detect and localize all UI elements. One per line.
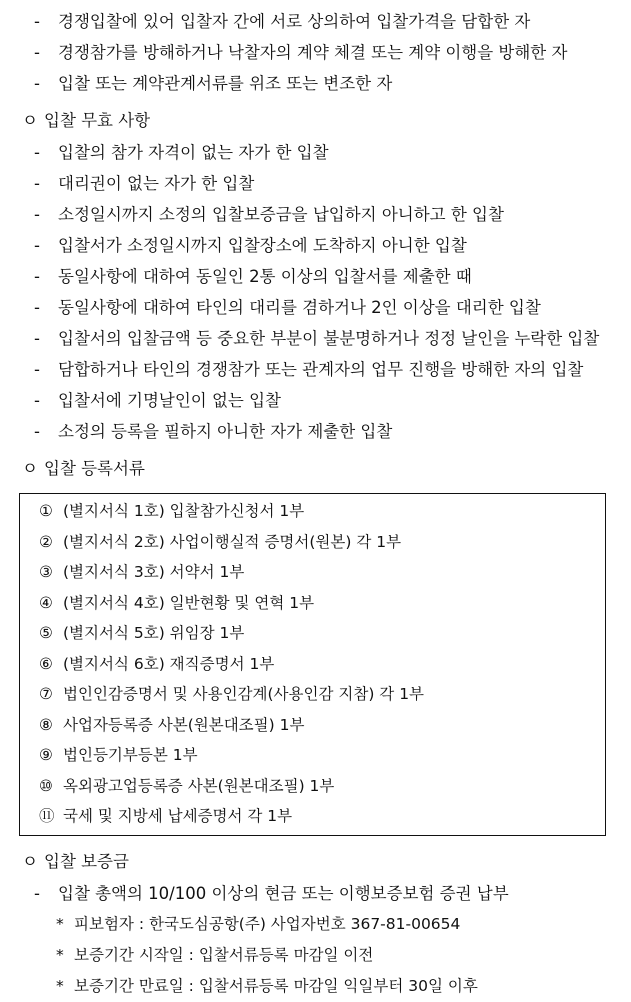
dash-bullet: - bbox=[34, 12, 40, 31]
item-number: ② bbox=[39, 532, 53, 551]
item-number: ⑦ bbox=[39, 685, 53, 703]
dash-bullet: - bbox=[34, 329, 40, 348]
asterisk-bullet: * bbox=[56, 945, 64, 964]
list-item bbox=[0, 878, 631, 909]
list-item-text: 담합하거나 타인의 경쟁참가 또는 관계자의 업무 진행을 방해한 자의 입찰 bbox=[58, 360, 584, 379]
list-item bbox=[0, 230, 631, 261]
list-item-text: 입찰 총액의 10/100 이상의 현금 또는 이행보증보험 증권 납부 bbox=[58, 883, 509, 903]
required-documents-box bbox=[19, 493, 606, 836]
document-item-text: (별지서식 2호) 사업이행실적 증명서(원본) 각 1부 bbox=[63, 532, 402, 551]
document-item bbox=[20, 618, 605, 649]
item-number: ⑩ bbox=[39, 776, 53, 795]
item-number: ⑤ bbox=[39, 624, 53, 642]
list-item-text: 동일사항에 대하여 동일인 2통 이상의 입찰서를 제출한 때 bbox=[58, 267, 472, 286]
document-item bbox=[20, 588, 605, 619]
dash-bullet: - bbox=[34, 360, 40, 379]
note-text: 보증기간 시작일 : 입찰서류등록 마감일 이전 bbox=[74, 945, 374, 964]
note-text: 피보험자 : 한국도심공항(주) 사업자번호 367-81-00654 bbox=[74, 914, 461, 933]
list-item-text: 소정의 등록을 필하지 아니한 자가 제출한 입찰 bbox=[58, 422, 393, 441]
item-number: ⑥ bbox=[39, 654, 53, 673]
list-item-text: 입찰서의 입찰금액 등 중요한 부분이 불분명하거나 정정 날인을 누락한 입찰 bbox=[58, 329, 600, 348]
list-item bbox=[0, 168, 631, 199]
list-item-text: 대리권이 없는 자가 한 입찰 bbox=[58, 174, 255, 193]
note-item bbox=[0, 940, 631, 971]
list-item bbox=[0, 385, 631, 416]
item-number: ⑧ bbox=[39, 715, 53, 734]
list-item bbox=[0, 37, 631, 68]
document-item-text: 사업자등록증 사본(원본대조필) 1부 bbox=[63, 715, 305, 734]
dash-bullet: - bbox=[34, 422, 40, 441]
document-item-text: 법인등기부등본 1부 bbox=[63, 746, 198, 764]
dash-bullet: - bbox=[34, 391, 40, 410]
dash-bullet: - bbox=[34, 174, 40, 193]
list-item bbox=[0, 6, 631, 37]
document-item-text: (별지서식 6호) 재직증명서 1부 bbox=[63, 654, 275, 673]
document-item bbox=[20, 679, 605, 710]
dash-bullet: - bbox=[34, 74, 40, 93]
document-item bbox=[20, 771, 605, 802]
list-item bbox=[0, 354, 631, 385]
dash-bullet: - bbox=[34, 43, 40, 62]
circle-bullet: ㅇ bbox=[22, 111, 38, 130]
section-heading-invalid bbox=[0, 105, 631, 136]
list-item bbox=[0, 261, 631, 292]
document-item bbox=[20, 496, 605, 527]
list-item bbox=[0, 199, 631, 230]
document-item-text: 법인인감증명서 및 사용인감계(사용인감 지참) 각 1부 bbox=[63, 685, 425, 703]
item-number: ④ bbox=[39, 593, 53, 612]
circle-bullet: ㅇ bbox=[22, 459, 38, 478]
section-heading-text: 입찰 등록서류 bbox=[44, 459, 145, 478]
document-item-text: 국세 및 지방세 납세증명서 각 1부 bbox=[63, 807, 293, 825]
document-item-text: (별지서식 5호) 위임장 1부 bbox=[63, 624, 245, 642]
note-text: 보증기간 만료일 : 입찰서류등록 마감일 익일부터 30일 이후 bbox=[74, 976, 478, 995]
note-item bbox=[0, 971, 631, 1002]
list-item-text: 입찰서에 기명날인이 없는 입찰 bbox=[58, 391, 281, 410]
document-item bbox=[20, 557, 605, 588]
list-item bbox=[0, 292, 631, 323]
list-item bbox=[0, 137, 631, 168]
list-item-text: 입찰의 참가 자격이 없는 자가 한 입찰 bbox=[58, 143, 329, 162]
item-number: ① bbox=[39, 502, 53, 520]
dash-bullet: - bbox=[34, 143, 40, 162]
invalid-list bbox=[0, 137, 631, 447]
asterisk-bullet: * bbox=[56, 976, 64, 995]
section-heading-guarantee bbox=[0, 846, 631, 877]
section-heading-text: 입찰 보증금 bbox=[44, 851, 129, 871]
document-item-text: (별지서식 3호) 서약서 1부 bbox=[63, 563, 245, 581]
document-item-text: (별지서식 1호) 입찰참가신청서 1부 bbox=[63, 502, 305, 520]
document-item bbox=[20, 527, 605, 558]
dash-bullet: - bbox=[34, 298, 40, 317]
document-item bbox=[20, 710, 605, 741]
item-number: ⑪ bbox=[39, 807, 55, 825]
list-item bbox=[0, 416, 631, 447]
list-item-text: 경쟁참가를 방해하거나 낙찰자의 계약 체결 또는 계약 이행을 방해한 자 bbox=[58, 43, 568, 62]
document-item bbox=[20, 740, 605, 771]
section-heading-docs bbox=[0, 453, 631, 484]
list-item-text: 동일사항에 대하여 타인의 대리를 겸하거나 2인 이상을 대리한 입찰 bbox=[58, 298, 541, 317]
list-item-text: 입찰서가 소정일시까지 입찰장소에 도착하지 아니한 입찰 bbox=[58, 236, 467, 255]
item-number: ⑨ bbox=[39, 746, 53, 764]
list-item-text: 입찰 또는 계약관계서류를 위조 또는 변조한 자 bbox=[58, 74, 393, 93]
document-item-text: 옥외광고업등록증 사본(원본대조필) 1부 bbox=[63, 776, 335, 795]
dash-bullet: - bbox=[34, 205, 40, 224]
list-item bbox=[0, 68, 631, 99]
document-item bbox=[20, 649, 605, 680]
dash-bullet: - bbox=[34, 883, 40, 903]
spacer bbox=[0, 836, 631, 840]
section-heading-text: 입찰 무효 사항 bbox=[44, 111, 151, 130]
document-item bbox=[20, 801, 605, 832]
list-item bbox=[0, 323, 631, 354]
asterisk-bullet: * bbox=[56, 914, 64, 933]
list-item-text: 소정일시까지 소정의 입찰보증금을 납입하지 아니하고 한 입찰 bbox=[58, 205, 504, 224]
item-number: ③ bbox=[39, 563, 53, 581]
document-item-text: (별지서식 4호) 일반현황 및 연혁 1부 bbox=[63, 593, 315, 612]
dash-bullet: - bbox=[34, 236, 40, 255]
dash-bullet: - bbox=[34, 267, 40, 286]
note-item bbox=[0, 909, 631, 940]
top-dash-list bbox=[0, 6, 631, 99]
circle-bullet: ㅇ bbox=[22, 851, 38, 871]
list-item-text: 경쟁입찰에 있어 입찰자 간에 서로 상의하여 입찰가격을 담합한 자 bbox=[58, 12, 531, 31]
